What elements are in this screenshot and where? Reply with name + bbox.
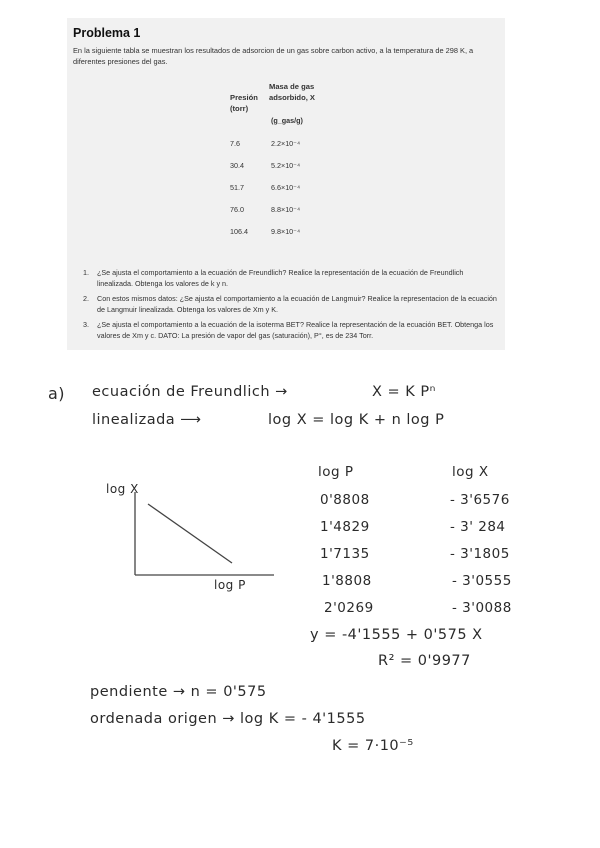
graph-trend-line [148,504,232,563]
table-header-mass-unit: (g_gas/g) [271,116,303,125]
header-mass-symbol: adsorbido, X [269,92,315,102]
table-cell: 51.7 [230,183,244,192]
handwritten-r-squared: R² = 0'9977 [378,653,471,669]
header-pressure-unit: (torr) [230,103,249,113]
problem-intro: En la siguiente tabla se muestran los resultados de adsorcion de un gas sobre carbon activo, a la temperatura de 298 K, a diferentes presiones del gas. [73,46,474,66]
table-cell: 7.6 [230,139,240,148]
graph-y-label: log X [106,482,139,496]
table-cell: 5.2×10⁻⁴ [271,161,301,170]
handwritten-k-value: K = 7·10⁻⁵ [332,738,414,754]
handwritten-linearized-equation: log X = log K + n log P [268,412,445,428]
handwritten-intercept: ordenada origen → log K = - 4'1555 [90,711,366,727]
handwritten-table-cell: 0'8808 [320,492,370,508]
handwritten-header-logx: log X [452,464,489,480]
handwritten-table-cell: 1'4829 [320,519,370,535]
question-number: 2. [83,294,89,303]
question-text: ¿Se ajusta el comportamiento a la ecuación de Freundlich? Realice la representación de la ecuación de Freundlich linealizada. Obtenga los valores de k y n. [97,268,464,288]
handwritten-table-cell: - 3'0088 [452,600,512,616]
header-pressure-label: Presión [230,93,258,102]
question-number: 3. [83,320,89,329]
table-cell: 8.8×10⁻⁴ [271,205,301,214]
problem-title: Problema 1 [73,26,141,40]
question-text: ¿Se ajusta el comportamiento a la ecuación de la isoterma BET? Realice la representación de la ecuación BET. Obtenga los valores de Xm y c. DATO: La presión de vapor del gas (saturación), P°, es de 234 Torr. [97,320,494,340]
header-mass-label: Masa de gas [269,82,315,91]
handwritten-table-cell: - 3'6576 [450,492,510,508]
question-text: Con estos mismos datos: ¿Se ajusta el comportamiento a la ecuación de Langmuir? Realice la representacion de la ecuación de Langmuir linealizada. Obtenga los valores de Xm y K. [97,294,497,314]
handwritten-regression: y = -4'1555 + 0'575 X [310,627,483,643]
graph-x-label: log P [214,578,246,592]
handwritten-part-label: a) [48,384,66,403]
handwritten-freundlich-equation: X = K Pⁿ [372,384,436,400]
handwritten-table-cell: 1'8808 [322,573,372,589]
table-cell: 6.6×10⁻⁴ [271,183,301,192]
handwritten-table-cell: 2'0269 [324,600,374,616]
table-cell: 2.2×10⁻⁴ [271,139,301,148]
handwritten-table-cell: - 3' 284 [450,519,506,535]
handwritten-slope: pendiente → n = 0'575 [90,684,267,700]
handwritten-table-cell: - 3'1805 [450,546,510,562]
handwritten-table-cell: 1'7135 [320,546,370,562]
handwritten-linearized-label: linealizada ⟶ [92,412,202,428]
table-cell: 76.0 [230,205,244,214]
table-cell: 30.4 [230,161,244,170]
question-number: 1. [83,268,89,277]
handwritten-header-logp: log P [318,464,354,480]
handwritten-table-cell: - 3'0555 [452,573,512,589]
handwritten-freundlich-equation-label: ecuación de Freundlich → [92,384,288,400]
table-cell: 9.8×10⁻⁴ [271,227,301,236]
table-cell: 106.4 [230,227,248,236]
